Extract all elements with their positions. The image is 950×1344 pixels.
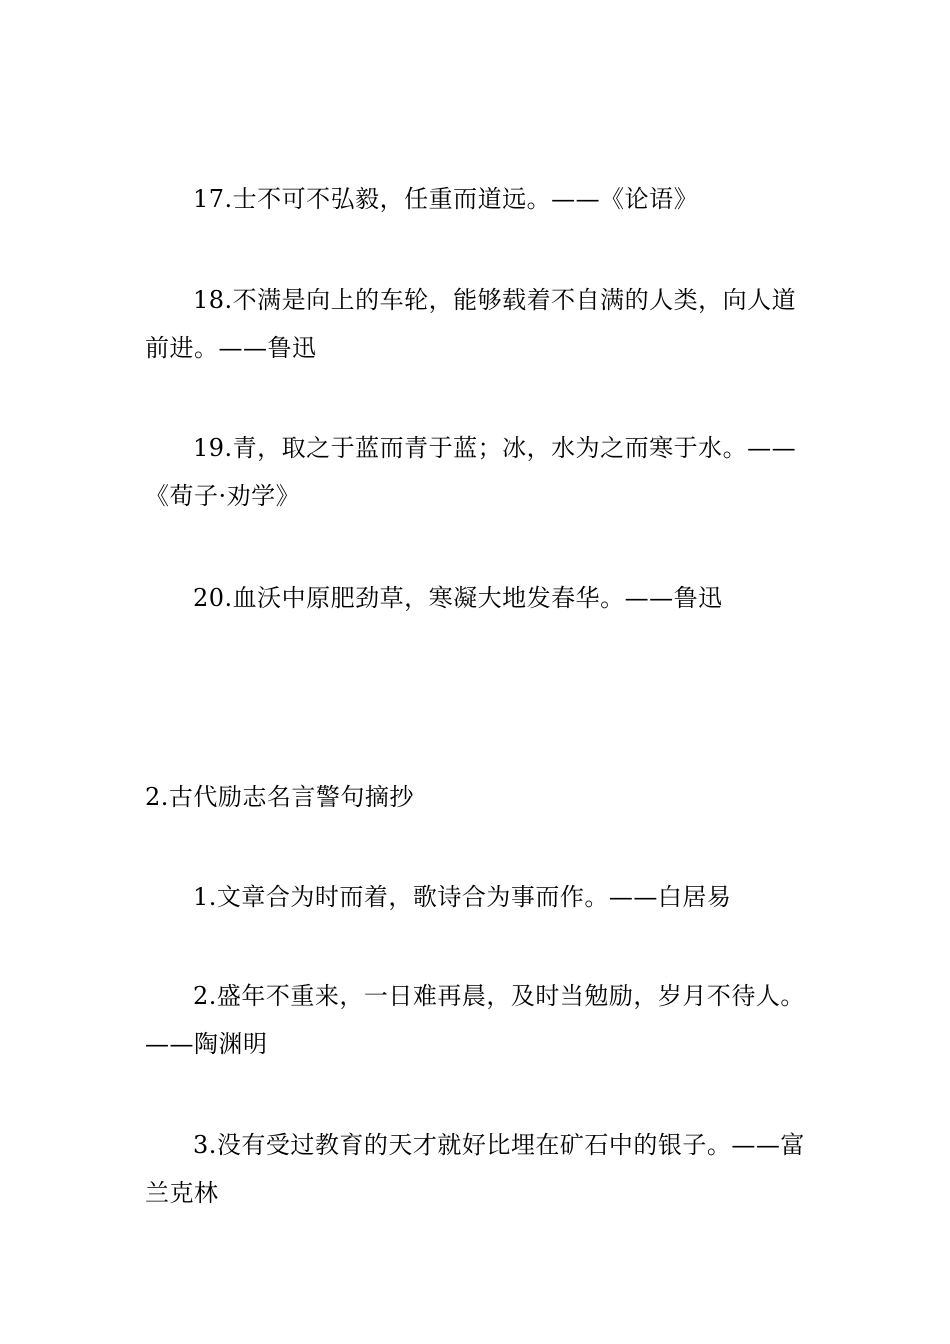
quote-19: 19.青，取之于蓝而青于蓝；冰，水为之而寒于水。——《荀子·劝学》 [145, 434, 797, 510]
quote-1: 1.文章合为时而着，歌诗合为事而作。——白居易 [193, 883, 732, 911]
quote-18: 18.不满是向上的车轮，能够载着不自满的人类，向人道前进。——鲁迅 [145, 286, 797, 362]
quote-20: 20.血沃中原肥劲草，寒凝大地发春华。——鲁迅 [193, 584, 723, 612]
quote-17: 17.士不可不弘毅，任重而道远。——《论语》 [193, 185, 699, 213]
section-heading: 2.古代励志名言警句摘抄 [145, 783, 414, 811]
quote-2: 2.盛年不重来，一日难再晨，及时当勉励，岁月不待人。——陶渊明 [145, 982, 805, 1058]
quote-3: 3.没有受过教育的天才就好比埋在矿石中的银子。——富兰克林 [145, 1131, 805, 1207]
